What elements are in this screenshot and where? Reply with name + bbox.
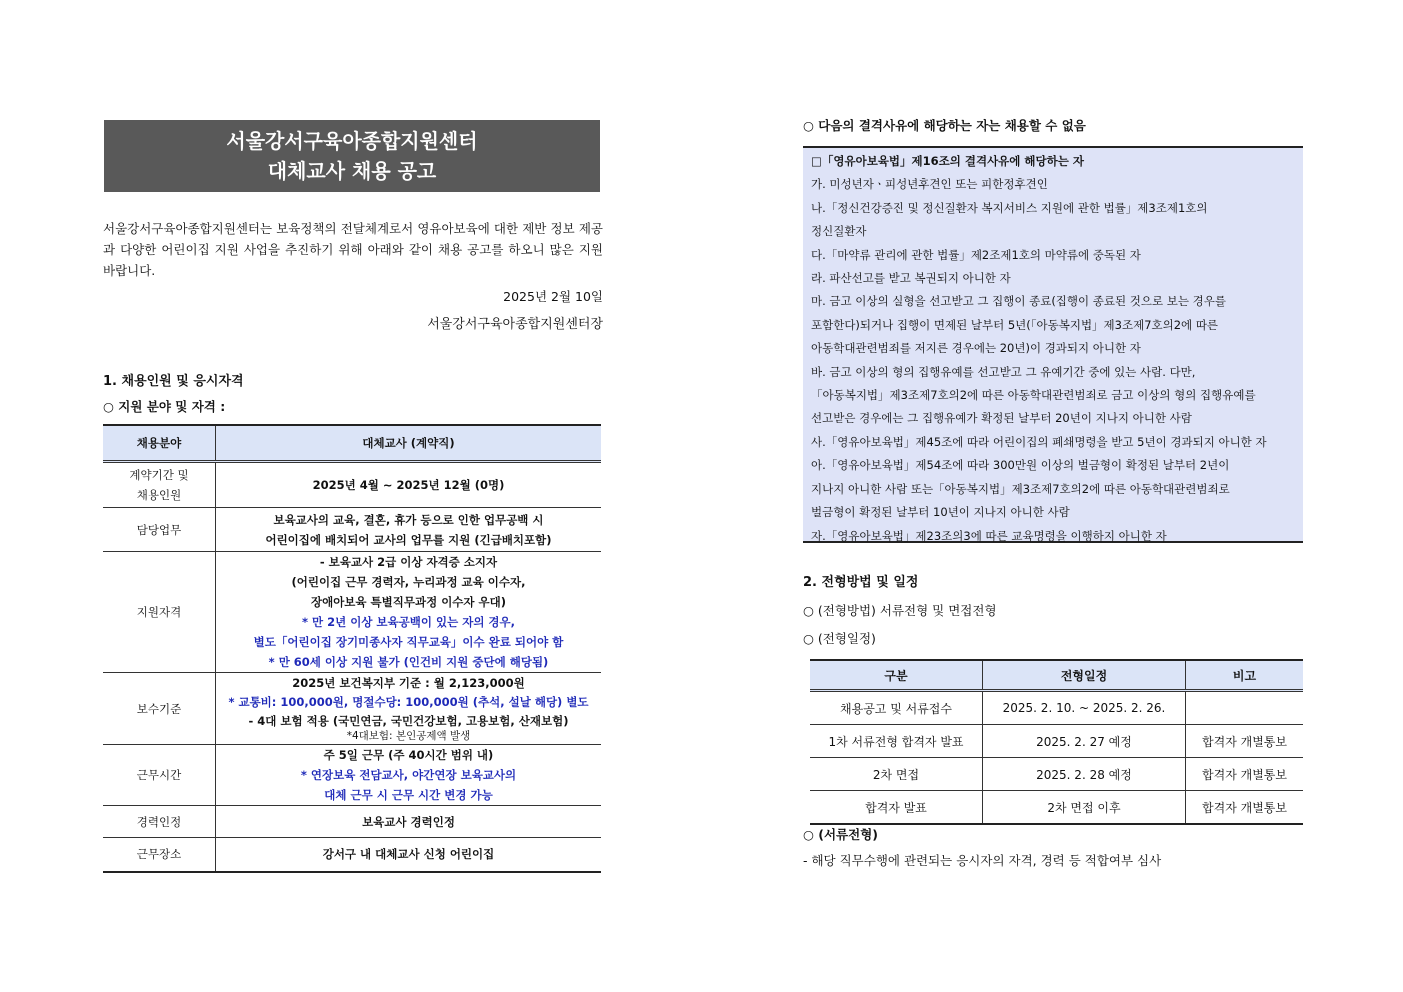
hours-line-1: 주 5일 근무 (주 40시간 범위 내) <box>323 748 494 762</box>
table-cell: 2025. 2. 10. ~ 2025. 2. 26. <box>983 691 1186 725</box>
pay-line-1: 2025년 보건복지부 기준 : 월 2,123,000원 <box>292 675 525 690</box>
table-cell: 합격자 개별통보 <box>1186 791 1304 825</box>
place-value: 강서구 내 대체교사 신청 어린이집 <box>216 838 602 872</box>
qualification-label: 지원자격 <box>103 552 216 673</box>
table-row <box>810 725 1303 758</box>
dq-line: 마. 금고 이상의 실형을 선고받고 그 집행이 종료(집행이 종료된 것으로 보는 경우를 <box>811 294 1226 309</box>
table-row <box>103 745 601 806</box>
hours-value <box>216 745 602 806</box>
table-cell: 1차 서류전형 합격자 발표 <box>810 725 983 758</box>
announcement-title <box>104 120 600 192</box>
document-screening-text: - 해당 직무수행에 관련되는 응시자의 자격, 경력 등 적합여부 심사 <box>803 853 1162 868</box>
selection-method: ○ (전형방법) 서류전형 및 면접전형 <box>803 603 997 618</box>
career-value: 보육교사 경력인정 <box>216 806 602 838</box>
dq-line: 자.「영유아보육법」제23조의3에 따른 교육명령을 이행하지 아니한 자 <box>811 528 1167 543</box>
table-cell: 합격자 발표 <box>810 791 983 825</box>
table-cell: 2차 면접 <box>810 758 983 791</box>
table-row <box>810 791 1303 825</box>
dq-line: 아동학대관련범죄를 저지른 경우에는 20년)이 경과되지 아니한 자 <box>811 341 1141 356</box>
place-label: 근무장소 <box>103 838 216 872</box>
intro-paragraph: 서울강서구육아종합지원센터는 보육정책의 전달체계로서 영유아보육에 대한 제반 정보 제공과 다양한 어린이집 지원 사업을 추진하기 위해 아래와 같이 채용 공고를 하오니 많은 지원 바랍니다. <box>103 221 603 278</box>
signer: 서울강서구육아종합지원센터장 <box>427 317 603 332</box>
col-header: 비고 <box>1186 660 1304 691</box>
col-header: 구분 <box>810 660 983 691</box>
qual-line-6: * 만 60세 이상 지원 불가 (인건비 지원 중단에 해당됨) <box>268 655 549 669</box>
head-label: 채용분야 <box>103 425 216 462</box>
section1-heading: 1. 채용인원 및 응시자격 <box>103 374 244 389</box>
dq-line: 선고받은 경우에는 그 집행유예가 확정된 날부터 20년이 지나지 아니한 사람 <box>811 411 1192 426</box>
dq-line: 나.「정신건강증진 및 정신질환자 복지서비스 지원에 관한 법률」제3조제1호의 <box>811 200 1208 215</box>
dq-line: 정신질환자 <box>811 224 867 239</box>
pay-line-3: - 4대 보험 적용 (국민연금, 국민건강보험, 고용보험, 산재보험) <box>248 713 569 728</box>
qual-line-5: 별도「어린이집 장기미종사자 직무교육」이수 완료 되어야 함 <box>253 635 564 649</box>
table-row <box>810 691 1303 725</box>
table-row <box>103 425 601 462</box>
dq-line: 사.「영유아보육법」제45조에 따라 어린이집의 폐쇄명령을 받고 5년이 경과되지 아니한 자 <box>811 434 1267 449</box>
section1-sub: ○ 지원 분야 및 자격 : <box>103 399 226 414</box>
dq-line: 다.「마약류 관리에 관한 법률」제2조제1호의 마약류에 중독된 자 <box>811 247 1141 262</box>
dq-line: 가. 미성년자ㆍ피성년후견인 또는 피한정후견인 <box>811 177 1048 192</box>
title-line-2: 대체교사 채용 공고 <box>267 159 437 183</box>
qual-line-2: (어린이집 근무 경력자, 누리과정 교육 이수자, <box>291 575 526 589</box>
table-cell: 2025. 2. 27 예정 <box>983 725 1186 758</box>
schedule-heading: ○ (전형일정) <box>803 631 876 646</box>
period-label <box>103 462 216 508</box>
dq-line: 포함한다)되거나 집행이 면제된 날부터 5년(「아동복지법」제3조제7호의2에 따른 <box>811 317 1219 332</box>
table-cell: 2025. 2. 28 예정 <box>983 758 1186 791</box>
qualification-value <box>216 552 602 673</box>
table-cell: 합격자 개별통보 <box>1186 725 1304 758</box>
dq-line: 라. 파산선고를 받고 복권되지 아니한 자 <box>811 271 1011 286</box>
hours-line-2: * 연장보육 전담교사, 야간연장 보육교사의 <box>300 768 517 782</box>
title-line-1: 서울강서구육아종합지원센터 <box>226 129 478 153</box>
pay-label: 보수기준 <box>103 673 216 745</box>
disqualification-heading: ○ 다음의 결격사유에 해당하는 자는 채용할 수 없음 <box>803 118 1086 133</box>
period-value: 2025년 4월 ~ 2025년 12월 (0명) <box>216 462 602 508</box>
hours-label: 근무시간 <box>103 745 216 806</box>
pay-value <box>216 673 602 745</box>
section2-heading: 2. 전형방법 및 일정 <box>803 575 919 590</box>
recruitment-table <box>103 424 601 873</box>
pay-line-4: *4대보험: 본인공제액 발생 <box>346 729 471 742</box>
period-label-2: 채용인원 <box>136 488 182 502</box>
qual-line-4: * 만 2년 이상 보육공백이 있는 자의 경우, <box>301 615 516 629</box>
table-cell: 채용공고 및 서류접수 <box>810 691 983 725</box>
head-value: 대체교사 (계약직) <box>216 425 602 462</box>
schedule-table <box>810 659 1303 825</box>
table-row <box>103 838 601 872</box>
table-row <box>103 462 601 508</box>
table-cell: 2차 면접 이후 <box>983 791 1186 825</box>
table-row <box>103 673 601 745</box>
dq-line: 바. 금고 이상의 형의 집행유예를 선고받고 그 유예기간 중에 있는 사람. 다만, <box>811 364 1196 379</box>
dq-line: 지나지 아니한 사람 또는「아동복지법」제3조제7호의2에 따른 아동학대관련범죄로 <box>811 481 1230 496</box>
hours-line-3: 대체 근무 시 근무 시간 변경 가능 <box>324 788 493 802</box>
dq-line: 「아동복지법」제3조제7호의2에 따른 아동학대관련범죄로 금고 이상의 형의 집행유예를 <box>811 388 1256 403</box>
dq-line: □「영유아보육법」제16조의 결격사유에 해당하는 자 <box>811 154 1084 168</box>
table-cell <box>1186 691 1304 725</box>
announcement-date: 2025년 2월 10일 <box>503 289 603 304</box>
period-label-1: 계약기간 및 <box>129 468 189 482</box>
pay-line-2: * 교통비: 100,000원, 명절수당: 100,000원 (추석, 설날 해당) 별도 <box>228 694 589 709</box>
table-row <box>103 806 601 838</box>
document-screening-heading: ○ (서류전형) <box>803 827 878 842</box>
table-row <box>810 660 1303 691</box>
qual-line-3: 장애아보육 특별직무과정 이수자 우대) <box>310 595 506 609</box>
table-row <box>103 508 601 552</box>
table-row <box>810 758 1303 791</box>
col-header: 전형일정 <box>983 660 1186 691</box>
career-label: 경력인정 <box>103 806 216 838</box>
qual-line-1: - 보육교사 2급 이상 자격증 소지자 <box>319 555 498 569</box>
duty-line-2: 어린이집에 배치되어 교사의 업무를 지원 (긴급배치포함) <box>265 532 552 547</box>
dq-line: 벌금형이 확정된 날부터 10년이 지나지 아니한 사람 <box>811 505 1070 520</box>
duty-line-1: 보육교사의 교육, 결혼, 휴가 등으로 인한 업무공백 시 <box>273 512 544 527</box>
dq-line: 아.「영유아보육법」제54조에 따라 300만원 이상의 벌금형이 확정된 날부터 2년이 <box>811 458 1230 473</box>
table-row <box>103 552 601 673</box>
duty-label: 담당업무 <box>103 508 216 552</box>
disqualification-box <box>803 146 1303 543</box>
table-cell: 합격자 개별통보 <box>1186 758 1304 791</box>
duty-value <box>216 508 602 552</box>
